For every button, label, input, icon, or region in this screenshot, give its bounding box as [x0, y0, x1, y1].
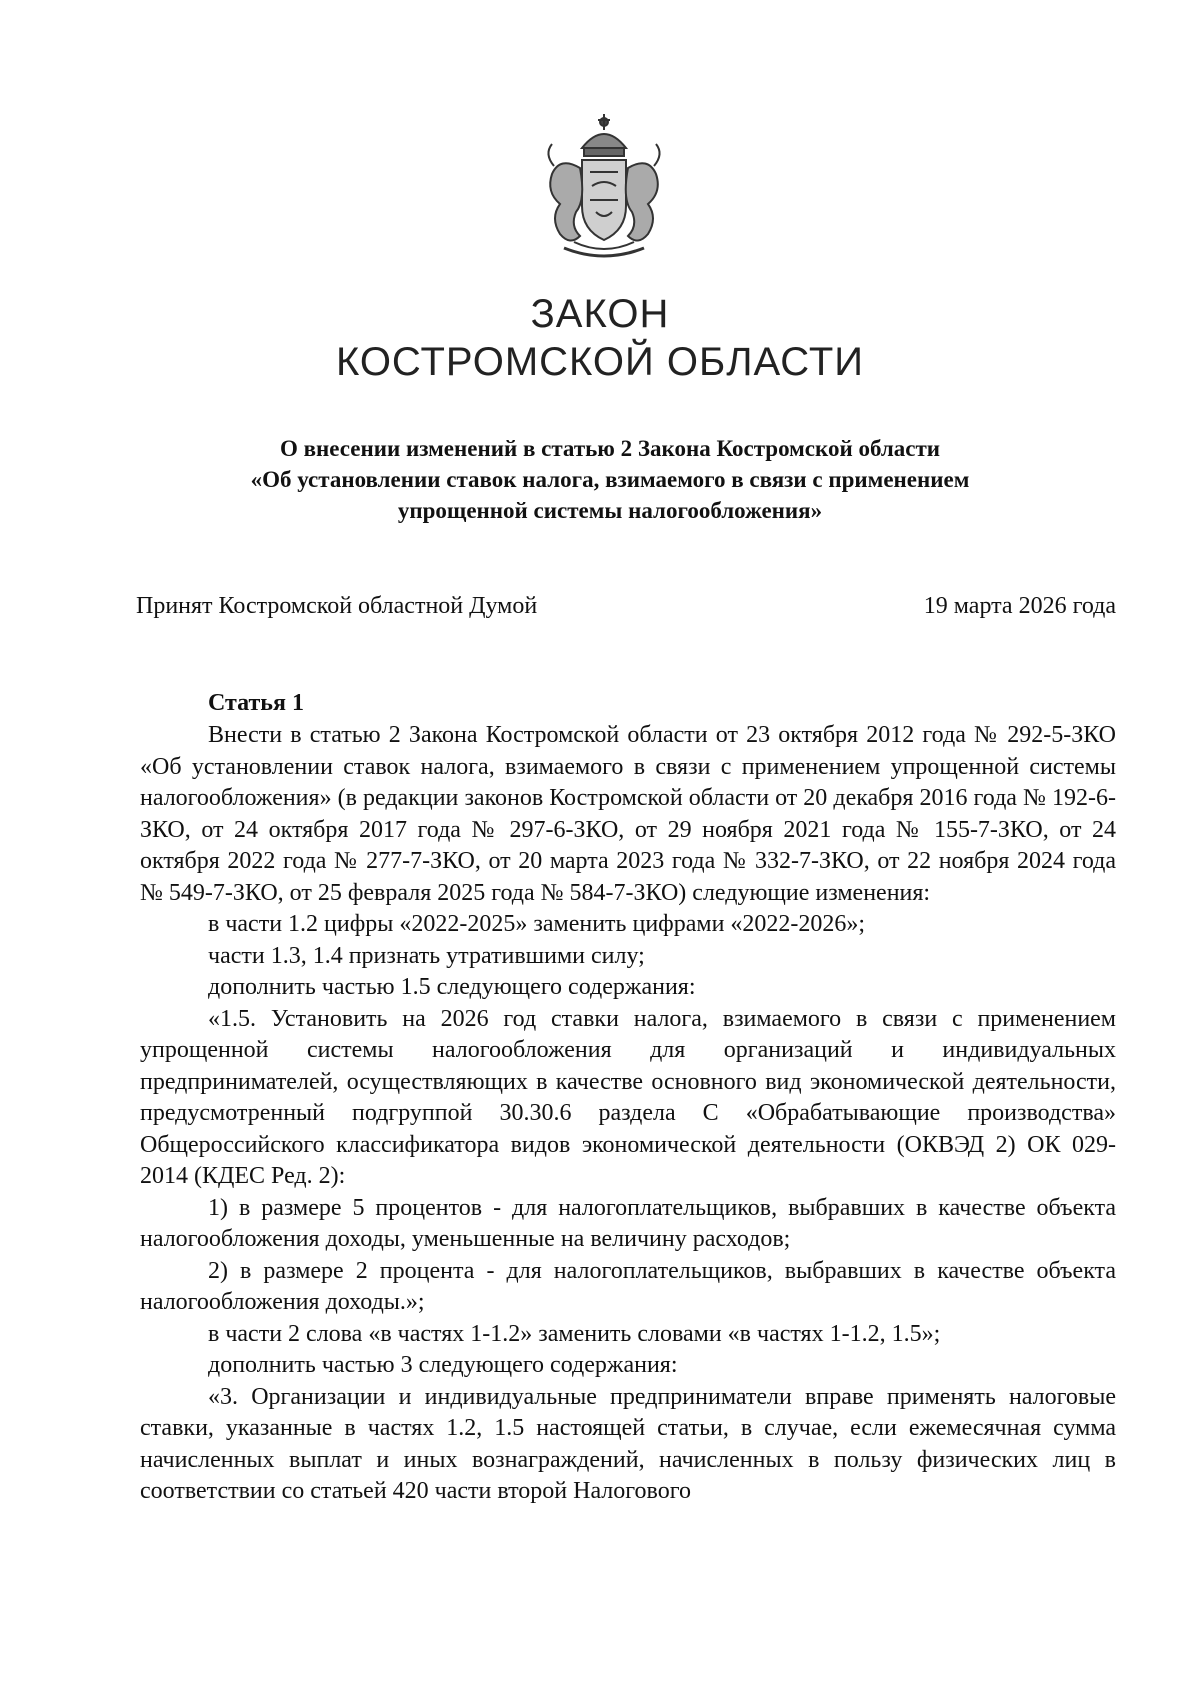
- subject-line: «Об установлении ставок налога, взимаемого в связи с применением: [250, 467, 970, 492]
- paragraph: Внести в статью 2 Закона Костромской области от 23 октября 2012 года № 292-5-ЗКО «Об установлении ставок налога, взимаемого в связи с применением упрощенной системы налогообложения» (в редакции законов Костромской области от 20 декабря 2016 года № 192-6-ЗКО, от 24 октября 2017 года № 297-6-ЗКО, от 29 ноября 2021 года № 155-7-ЗКО, от 24 октября 2022 года № 277-7-ЗКО, от 20 марта 2023 года № 332-7-ЗКО, от 22 ноября 2024 года № 549-7-ЗКО, от 25 февраля 2025 года № 584-7-ЗКО) следующие изменения:: [140, 722, 1116, 906]
- article-title: Статья 1: [208, 690, 304, 716]
- coat-of-arms-emblem: [524, 108, 684, 268]
- subject-line: упрощенной системы налогообложения»: [397, 498, 823, 523]
- law-region-title: КОСТРОМСКОЙ ОБЛАСТИ: [335, 340, 865, 384]
- paragraph: дополнить частью 3 следующего содержания:: [208, 1352, 678, 1378]
- law-title: ЗАКОН: [530, 292, 670, 336]
- paragraph: части 1.3, 1.4 признать утратившими силу;: [208, 942, 645, 969]
- adoption-date: 19 марта 2026 года: [923, 593, 1116, 619]
- paragraph: 2) в размере 2 процента - для налогоплательщиков, выбравших в качестве объекта налогообложения доходы.»;: [140, 1257, 1116, 1315]
- paragraph: в части 1.2 цифры «2022-2025» заменить цифрами «2022-2026»;: [208, 911, 866, 937]
- article-body: [140, 720, 1116, 1508]
- law-subject: [140, 433, 1080, 526]
- adopted-by: Принят Костромской областной Думой: [136, 593, 538, 619]
- paragraph: «3. Организации и индивидуальные предприниматели вправе применять налоговые ставки, указанные в частях 1.2, 1.5 настоящей статьи, в случае, если ежемесячная сумма начисленных выплат и иных вознаграждений, начисленных в пользу физических лиц в соответствии со статьей 420 части второй Налогового: [140, 1383, 1116, 1504]
- paragraph: 1) в размере 5 процентов - для налогоплательщиков, выбравших в качестве объекта налогообложения доходы, уменьшенные на величину расходов;: [140, 1194, 1116, 1252]
- subject-line: О внесении изменений в статью 2 Закона Костромской области: [279, 436, 941, 461]
- paragraph: «1.5. Установить на 2026 год ставки налога, взимаемого в связи с применением упрощенной системы налогообложения для организаций и индивидуальных предпринимателей, осуществляющих в качестве основного вид экономической деятельности, предусмотренный подгруппой 30.30.6 раздела С «Обрабатывающие производства» Общероссийского классификатора видов экономической деятельности (ОКВЭД 2) ОК 029-2014 (КДЕС Ред. 2):: [140, 1005, 1116, 1189]
- paragraph: в части 2 слова «в частях 1-1.2» заменить словами «в частях 1-1.2, 1.5»;: [208, 1320, 941, 1347]
- paragraph: дополнить частью 1.5 следующего содержания:: [208, 974, 696, 1000]
